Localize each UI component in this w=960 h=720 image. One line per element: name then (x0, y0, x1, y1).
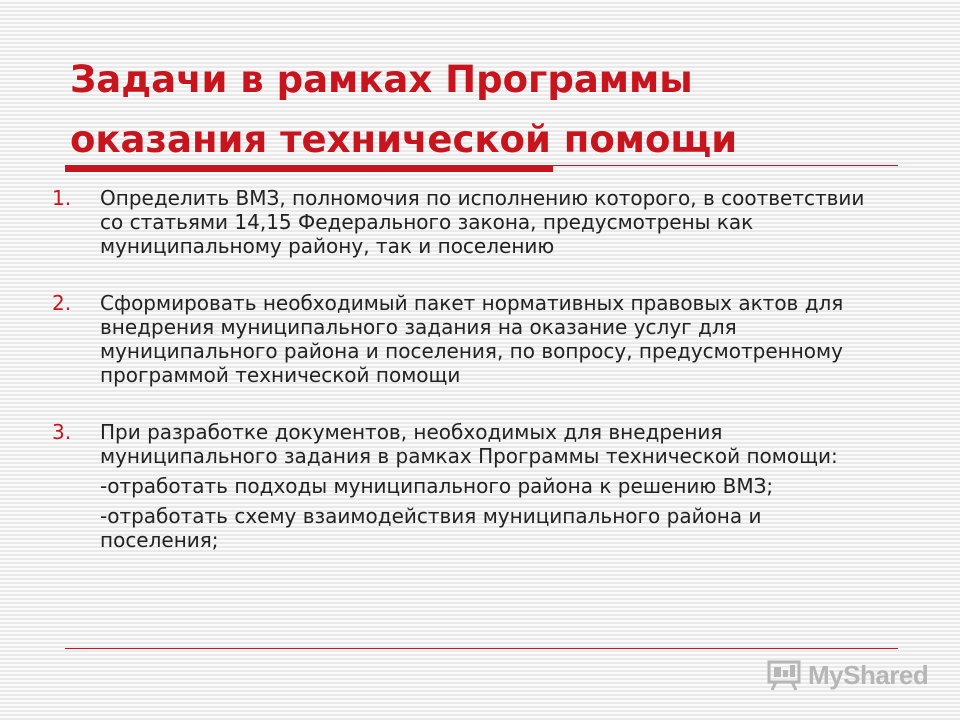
slide-title-line-2: оказания технической помощи (70, 118, 738, 161)
list-item-number: 2. (52, 291, 72, 315)
list-item-text: Сформировать необходимый пакет нормативных правовых актов для внедрения муниципального задания на оказание услуг для муниципального района и поселения, по вопросу, предусмотренному программой технической помощи (100, 291, 844, 387)
title-underline-thin (553, 165, 898, 166)
list-item-3 (52, 420, 882, 552)
task-list (52, 186, 882, 585)
list-item-number: 1. (52, 186, 72, 210)
slide-title-line-1: Задачи в рамках Программы (70, 58, 693, 101)
list-item-subpoint-1: -отработать подходы муниципального района к решению ВМЗ; (100, 474, 774, 498)
list-item-subpoint-2: -отработать схему взаимодействия муниципального района и поселения; (100, 504, 762, 552)
myshared-watermark (766, 657, 936, 693)
list-item-text: При разработке документов, необходимых для внедрения муниципального задания в рамках Программы технической помощи: (100, 420, 838, 468)
bottom-divider (65, 648, 898, 649)
watermark-text: MyShared (808, 659, 929, 690)
list-item-1 (52, 186, 882, 258)
presentation-board-icon (766, 659, 802, 691)
list-item-2 (52, 291, 882, 387)
slide-title (70, 50, 910, 170)
list-item-number: 3. (52, 420, 72, 444)
list-item-text: Определить ВМЗ, полномочия по исполнению которого, в соответствии со статьями 14,15 Федерального закона, предусмотрены как муниципальному району, так и поселению (100, 186, 865, 258)
title-underline-thick (65, 165, 553, 172)
